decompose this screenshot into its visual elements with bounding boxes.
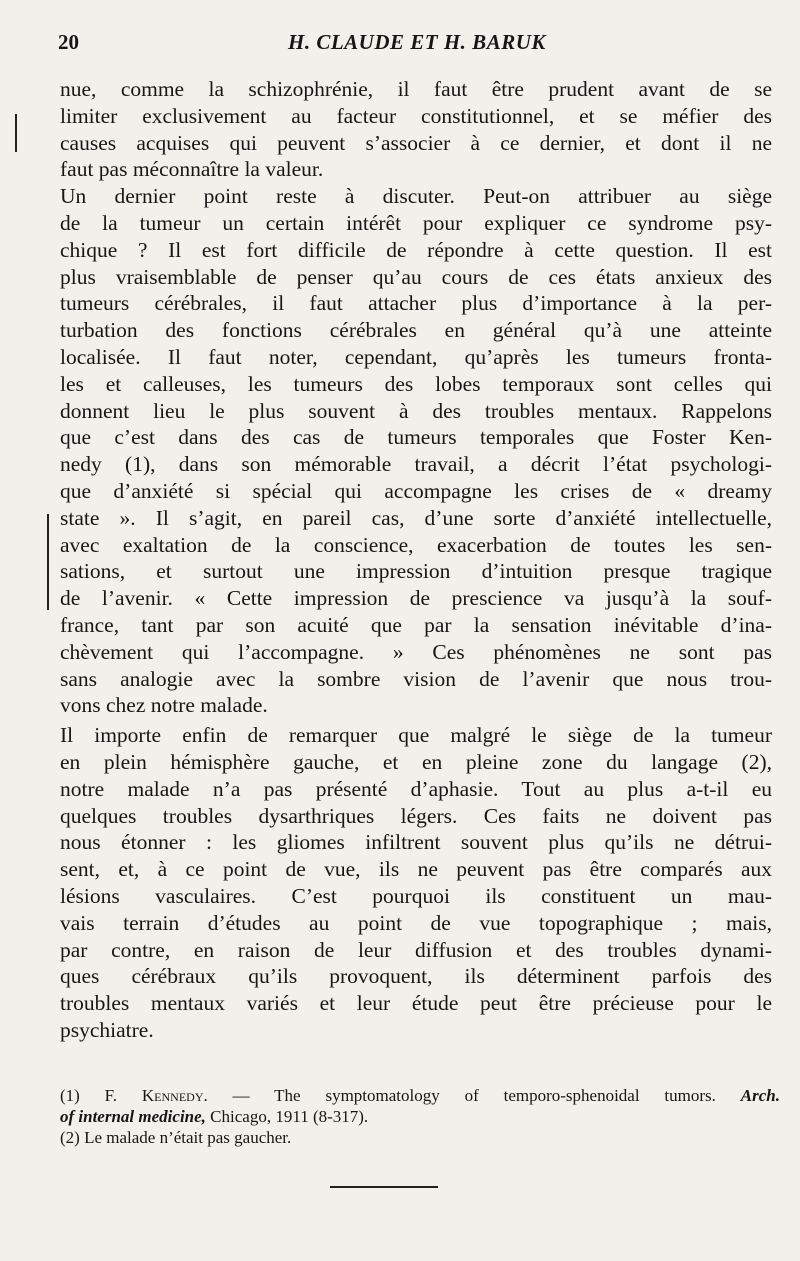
text-line: sations, et surtout une impression d’intuition presque tragique [60,559,772,584]
running-head: H. CLAUDE ET H. BARUK [288,30,546,54]
text-line: psychiatre. [60,1017,154,1042]
text-line: france, tant par son acuité que par la sensation inévitable d’ina- [60,612,772,637]
text-line: que d’anxiété si spécial qui accompagne les crises de « dreamy [60,478,772,503]
footnotes [60,1085,780,1148]
page-header [58,30,765,60]
text-line: localisée. Il faut noter, cependant, qu’après les tumeurs fronta- [60,344,772,369]
text-line: chèvement qui l’accompagne. » Ces phénomènes ne sont pas [60,639,772,664]
footnote-1-marker: (1) F. [60,1086,118,1105]
text-line: limiter exclusivement au facteur constitutionnel, et se méfier des [60,103,772,128]
text-line: donnent lieu le plus souvent à des troubles mentaux. Rappelons [60,398,772,423]
footnote-1-journal: Arch. [740,1086,780,1105]
footnote-1-continued [60,1106,780,1127]
text-line: ques cérébraux qu’ils provoquent, ils déterminent parfois des [60,964,772,989]
text-line: Il importe enfin de remarquer que malgré le siège de la tumeur [60,723,772,748]
margin-mark-middle [47,514,49,610]
text-line: vais terrain d’études au point de vue topographique ; mais, [60,910,772,935]
text-line: troubles mentaux variés et leur étude peut être précieuse pour le [60,991,772,1016]
text-line: en plein hémisphère gauche, et en pleine zone du langage (2), [60,749,772,774]
text-line: de l’avenir. « Cette impression de prescience va jusqu’à la souf- [60,586,772,611]
text-line: sent, et, à ce point de vue, ils ne peuvent pas être comparés aux [60,857,772,882]
text-line: nedy (1), dans son mémorable travail, a décrit l’état psychologi- [60,452,772,477]
text-line: sans analogie avec la sombre vision de l’avenir que nous trou- [60,666,772,691]
text-line: causes acquises qui peuvent s’associer à ce dernier, et dont il ne [60,130,772,155]
page-number: 20 [58,30,79,54]
body-text [60,76,772,1044]
text-line: les et calleuses, les tumeurs des lobes temporaux sont celles qui [60,371,772,396]
footnote-1-title: — The symptomatology of temporo-sphenoidal tumors. [232,1086,716,1105]
text-line: tumeurs cérébrales, il faut attacher plus d’importance à la per- [60,291,772,316]
text-line: notre malade n’a pas présenté d’aphasie. Tout au plus a-t-il eu [60,776,772,801]
text-line: turbation des fonctions cérébrales en général qu’à une atteinte [60,318,772,343]
text-line: de la tumeur un certain intérêt pour expliquer ce syndrome psy- [60,210,772,235]
text-line: lésions vasculaires. C’est pourquoi ils constituent un mau- [60,883,772,908]
text-line: plus vraisemblable de penser qu’au cours de ces états anxieux des [60,264,772,289]
text-line: faut pas méconnaître la valeur. [60,157,324,182]
footnote-1 [60,1085,780,1106]
footnote-2: (2) Le malade n’était pas gaucher. [60,1128,292,1147]
text-line: nous étonner : les gliomes infiltrent souvent plus qu’ils ne détrui- [60,830,772,855]
margin-mark-top [15,114,17,152]
footnote-1-author: Kennedy. [141,1086,208,1105]
footnote-1-details: Chicago, 1911 (8-317). [210,1107,369,1126]
text-line: state ». Il s’agit, en pareil cas, d’une sorte d’anxiété intellectuelle, [60,505,772,530]
text-line: que c’est dans des cas de tumeurs temporales que Foster Ken- [60,425,772,450]
footnote-1-journal-name: of internal medicine, [60,1107,206,1126]
text-line: avec exaltation de la conscience, exacerbation de toutes les sen- [60,532,772,557]
text-line: Un dernier point reste à discuter. Peut-on attribuer au siège [60,184,772,209]
text-line: vons chez notre malade. [60,693,268,718]
text-line: quelques troubles dysarthriques légers. Ces faits ne doivent pas [60,803,772,828]
end-rule [330,1186,438,1188]
text-line: par contre, en raison de leur diffusion et des troubles dynami- [60,937,772,962]
text-line: chique ? Il est fort difficile de répondre à cette question. Il est [60,237,772,262]
text-line: nue, comme la schizophrénie, il faut être prudent avant de se [60,77,772,101]
